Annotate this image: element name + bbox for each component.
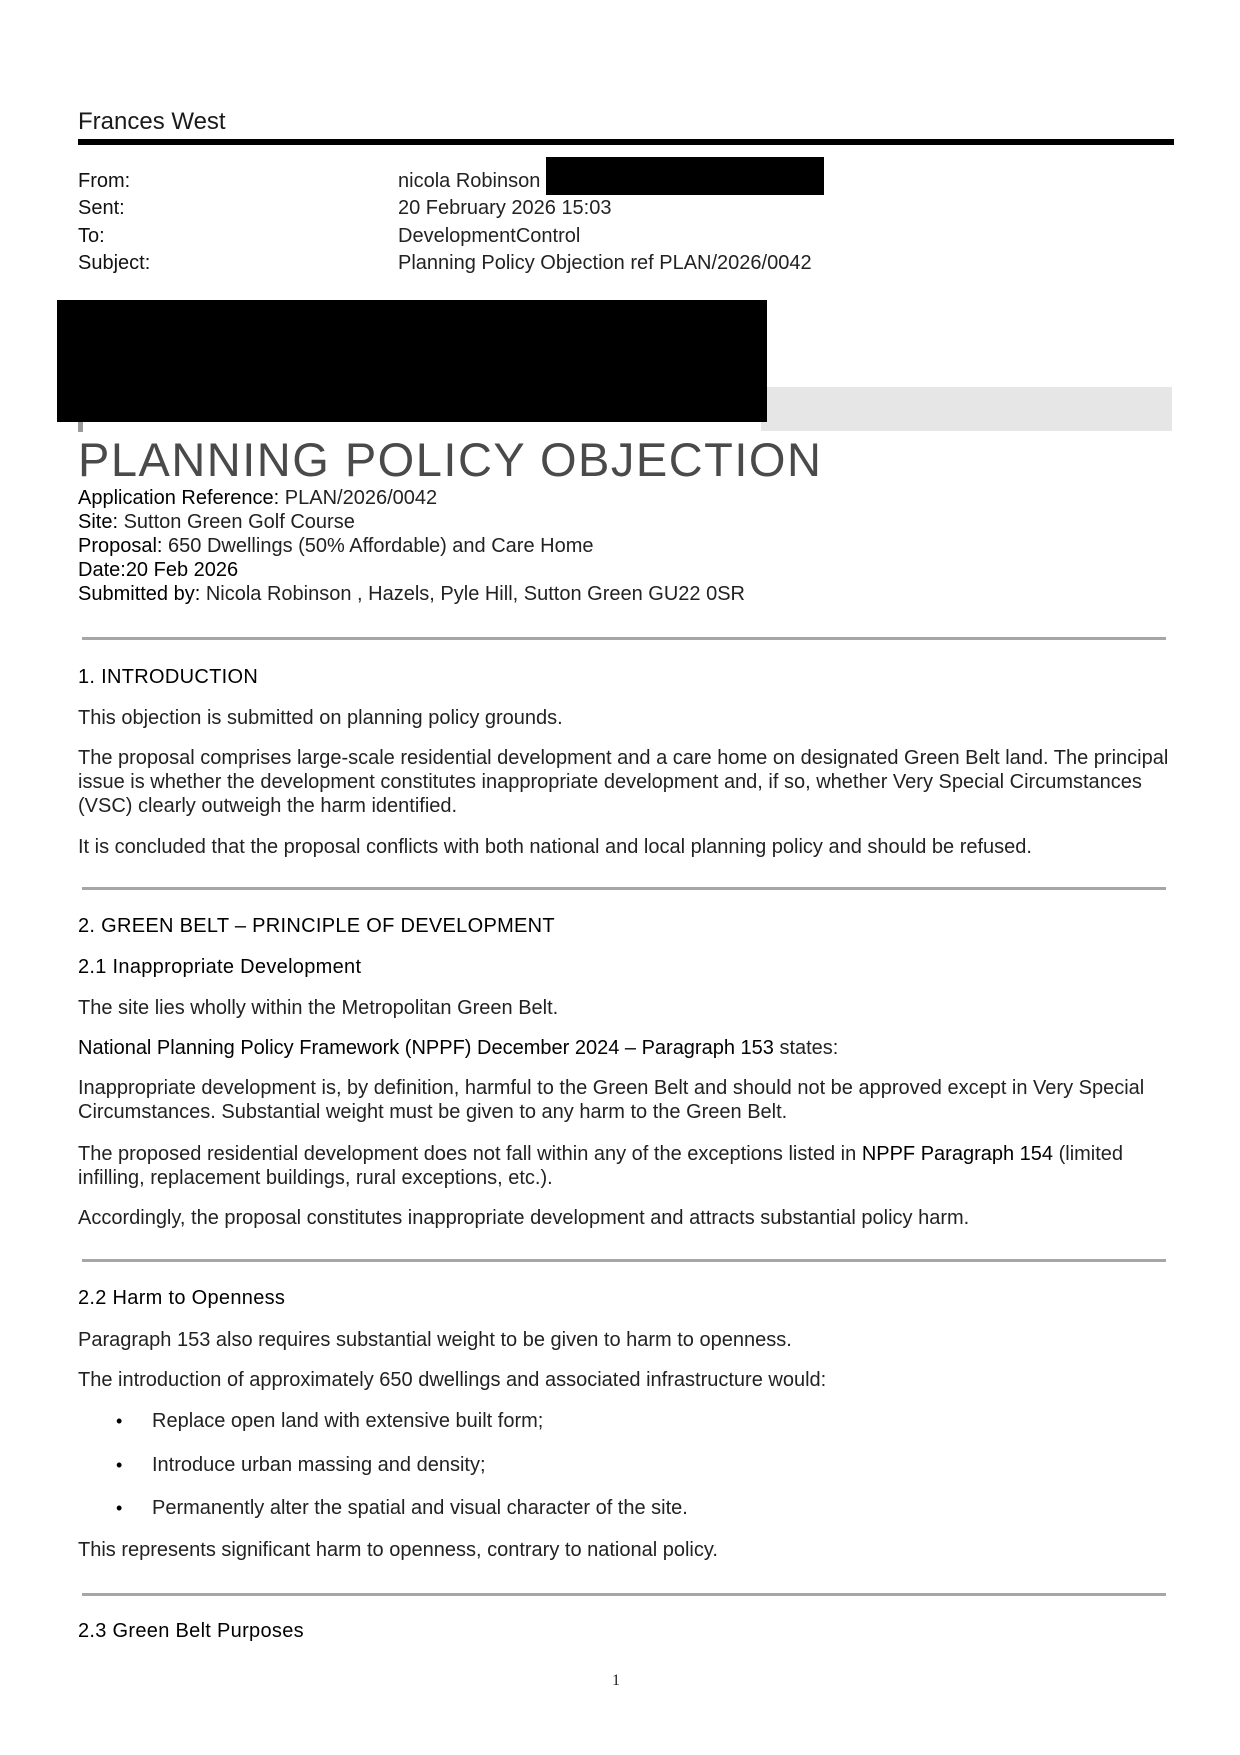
section-divider [82,1259,1166,1262]
meta-date [78,559,238,582]
section-divider [82,887,1166,890]
meta-site [78,511,355,534]
nppf-reference: National Planning Policy Framework (NPPF) December 2024 – Paragraph 153 [78,1037,774,1059]
meta-site-label: Site: [78,511,119,533]
list-item: Introduce urban massing and density; [152,1454,486,1476]
exceptions-text-a: The proposed residential development does not fall within any of the exceptions listed in [78,1143,862,1165]
list-item: Permanently alter the spatial and visual character of the site. [152,1497,688,1519]
bullet-icon: • [116,1455,123,1475]
paragraph: The proposal comprises large-scale residential development and a care home on designated Green Belt land. The principal issue is whether the development constitutes inappropriate development and, if so, whether Very Special Circumstances (VSC) clearly outweigh the harm identified. [78,747,1169,817]
to-value: DevelopmentControl [398,225,581,247]
meta-reference-label: Application Reference: [78,487,280,509]
paragraph: Inappropriate development is, by definition, harmful to the Green Belt and should not be approved except in Very Special Circumstances. Substantial weight must be given to any harm to the Green Belt. [78,1077,1145,1123]
from-value: nicola Robinson [398,170,541,192]
section-heading-introduction: 1. INTRODUCTION [78,666,259,688]
bullet-icon: • [116,1498,123,1518]
subheading-harm-to-openness: 2.2 Harm to Openness [78,1287,286,1309]
nppf-tail: states: [773,1037,839,1059]
paragraph: The introduction of approximately 650 dwellings and associated infrastructure would: [78,1369,827,1391]
paragraph: Paragraph 153 also requires substantial weight to be given to harm to openness. [78,1329,792,1351]
meta-submitted-label: Submitted by: [78,583,201,605]
redaction-box-email [546,157,824,195]
meta-submitted [78,583,745,606]
page-number: 1 [612,1672,620,1689]
redaction-box-block [57,300,767,422]
paragraph: This represents significant harm to openness, contrary to national policy. [78,1539,718,1561]
paragraph: It is concluded that the proposal conflicts with both national and local planning policy and should be refused. [78,836,1032,858]
subheading-green-belt-purposes: 2.3 Green Belt Purposes [78,1620,304,1642]
paragraph: This objection is submitted on planning policy grounds. [78,707,563,729]
meta-proposal-value: 650 Dwellings (50% Affordable) and Care Home [162,535,594,557]
subject-label: Subject: [78,252,151,274]
meta-reference [78,487,437,510]
to-label: To: [78,225,105,247]
paragraph: The site lies wholly within the Metropolitan Green Belt. [78,997,559,1019]
paragraph-exceptions [78,1142,1178,1190]
nppf-154-reference: NPPF Paragraph 154 [861,1143,1054,1165]
list-item: Replace open land with extensive built form; [152,1410,544,1432]
document-title: PLANNING POLICY OBJECTION [78,433,823,486]
bullet-icon: • [116,1411,123,1431]
exceptions-text-b: (limited infilling, replacement buildings, rural exceptions, etc.). [78,1143,1124,1189]
subject-value: Planning Policy Objection ref PLAN/2026/0042 [398,252,812,274]
sent-value: 20 February 2026 15:03 [398,197,612,219]
subheading-inappropriate-development: 2.1 Inappropriate Development [78,956,362,978]
meta-date-label: Date: [78,559,126,581]
section-divider [82,1593,1166,1596]
meta-date-value: 20 Feb 2026 [125,559,239,581]
meta-site-value: Sutton Green Golf Course [118,511,355,533]
meta-submitted-value: Nicola Robinson , Hazels, Pyle Hill, Sutton Green GU22 0SR [200,583,745,605]
meta-proposal [78,535,593,558]
paragraph: Accordingly, the proposal constitutes inappropriate development and attracts substantial policy harm. [78,1207,970,1229]
meta-proposal-label: Proposal: [78,535,163,557]
sent-label: Sent: [78,197,125,219]
header-rule [78,139,1174,145]
grey-banner [761,387,1172,431]
email-owner-name: Frances West [78,108,226,135]
from-label: From: [78,170,131,192]
meta-reference-value: PLAN/2026/0042 [279,487,438,509]
section-heading-green-belt: 2. GREEN BELT – PRINCIPLE OF DEVELOPMENT [78,915,555,937]
paragraph-nppf [78,1036,1178,1060]
section-divider [82,637,1166,640]
